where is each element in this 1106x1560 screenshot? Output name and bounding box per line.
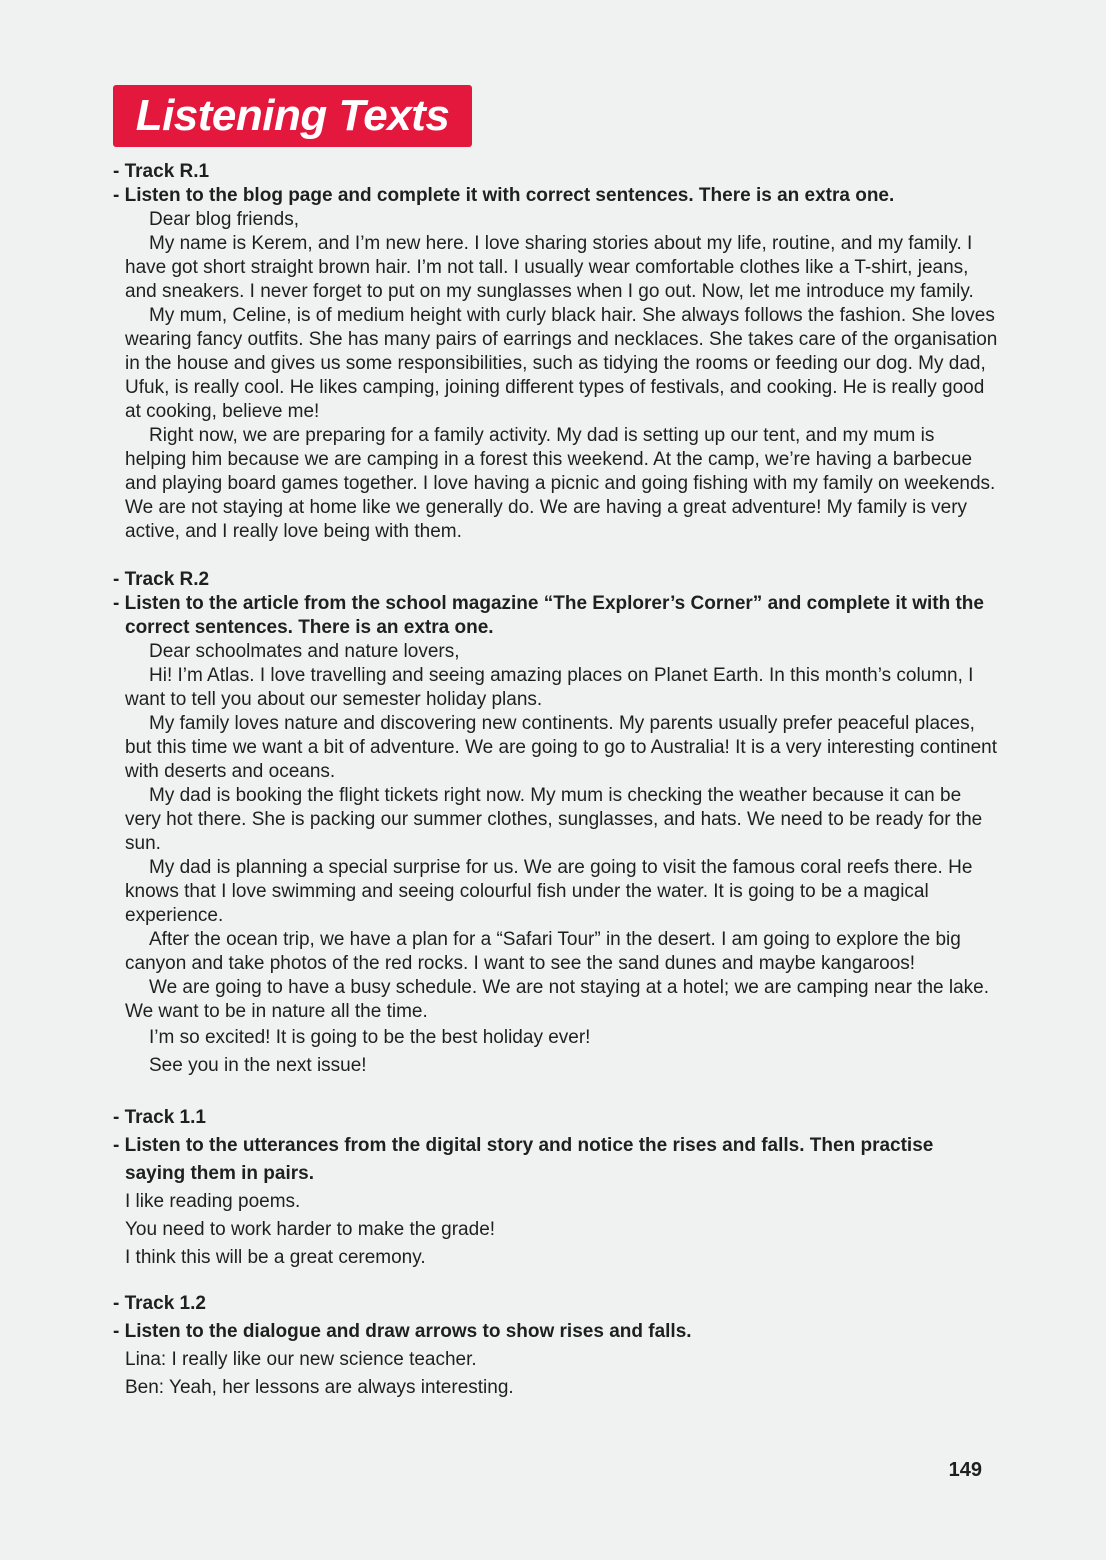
track-label: - Track R.2 — [113, 569, 210, 590]
track-body — [113, 640, 998, 1080]
track-label: - Track 1.1 — [113, 1107, 206, 1128]
track-body — [113, 208, 998, 544]
track-label: - Track R.1 — [113, 161, 210, 182]
page-title: Listening Texts — [135, 91, 450, 140]
track-label: - Track 1.2 — [113, 1293, 206, 1314]
paragraph: My dad is booking the flight tickets right now. My mum is checking the weather because it can be very hot there. She is packing our summer clothes, sunglasses, and hats. We need to be ready for the sun. — [125, 785, 983, 854]
track-instruction: - Listen to the blog page and complete it with correct sentences. There is an extra one. — [113, 185, 895, 206]
paragraph: My name is Kerem, and I’m new here. I love sharing stories about my life, routine, and my family. I have got short straight brown hair. I’m not tall. I usually wear comfortable clothes like a T-shirt, jeans, and sneakers. I never forget to put on my sunglasses when I go out. Now, let me introduce my family. — [125, 233, 974, 302]
track-section-1-2 — [113, 1290, 998, 1402]
track-body — [113, 1188, 998, 1272]
track-section-r2 — [113, 568, 998, 1080]
track-section-1-1 — [113, 1104, 998, 1272]
track-instruction: - Listen to the utterances from the digital story and notice the rises and falls. Then practise saying them in pairs. — [113, 1135, 934, 1184]
utterance-line: I like reading poems. — [125, 1191, 301, 1212]
title-banner — [113, 85, 472, 147]
paragraph: Right now, we are preparing for a family activity. My dad is setting up our tent, and my mum is helping him because we are camping in a forest this weekend. At the camp, we’re having a barbecue and playing board games together. I love having a picnic and going fishing with my family on weekends. We are not staying at home like we generally do. We are having a great adventure! My family is very active, and I really love being with them. — [125, 425, 996, 542]
track-instruction: - Listen to the dialogue and draw arrows to show rises and falls. — [113, 1321, 692, 1342]
paragraph: My mum, Celine, is of medium height with curly black hair. She always follows the fashion. She loves wearing fancy outfits. She has many pairs of earrings and necklaces. She takes care of the organisation in the house and gives us some responsibilities, such as tidying the rooms or feeding our dog. My dad, Ufuk, is really cool. He likes camping, joining different types of festivals, and cooking. He is really good at cooking, believe me! — [125, 305, 998, 422]
paragraph: Hi! I’m Atlas. I love travelling and seeing amazing places on Planet Earth. In this month’s column, I want to tell you about our semester holiday plans. — [125, 665, 974, 710]
listening-texts-content — [113, 160, 998, 1402]
page-number: 149 — [948, 1459, 982, 1481]
dialogue-line: Ben: Yeah, her lessons are always interesting. — [125, 1377, 514, 1398]
paragraph: After the ocean trip, we have a plan for a “Safari Tour” in the desert. I am going to explore the big canyon and take photos of the red rocks. I want to see the sand dunes and maybe kangaroos! — [125, 929, 961, 974]
paragraph: I’m so excited! It is going to be the best holiday ever! — [149, 1027, 591, 1048]
track-instruction: - Listen to the article from the school magazine “The Explorer’s Corner” and complete it with the correct sentences. There is an extra one. — [113, 593, 984, 638]
paragraph: Dear blog friends, — [149, 209, 299, 230]
utterance-line: I think this will be a great ceremony. — [125, 1247, 426, 1268]
paragraph: Dear schoolmates and nature lovers, — [149, 641, 460, 662]
paragraph: See you in the next issue! — [149, 1055, 367, 1076]
track-section-r1 — [113, 160, 998, 544]
paragraph: My family loves nature and discovering new continents. My parents usually prefer peaceful places, but this time we want a bit of adventure. We are going to go to Australia! It is a very interesting continent with deserts and oceans. — [125, 713, 998, 782]
track-body — [113, 1346, 998, 1402]
utterance-line: You need to work harder to make the grade! — [125, 1219, 496, 1240]
paragraph: My dad is planning a special surprise for us. We are going to visit the famous coral reefs there. He knows that I love swimming and seeing colourful fish under the water. It is going to be a magical experience. — [125, 857, 973, 926]
dialogue-line: Lina: I really like our new science teacher. — [125, 1349, 477, 1370]
paragraph: We are going to have a busy schedule. We are not staying at a hotel; we are camping near the lake. We want to be in nature all the time. — [125, 977, 990, 1022]
